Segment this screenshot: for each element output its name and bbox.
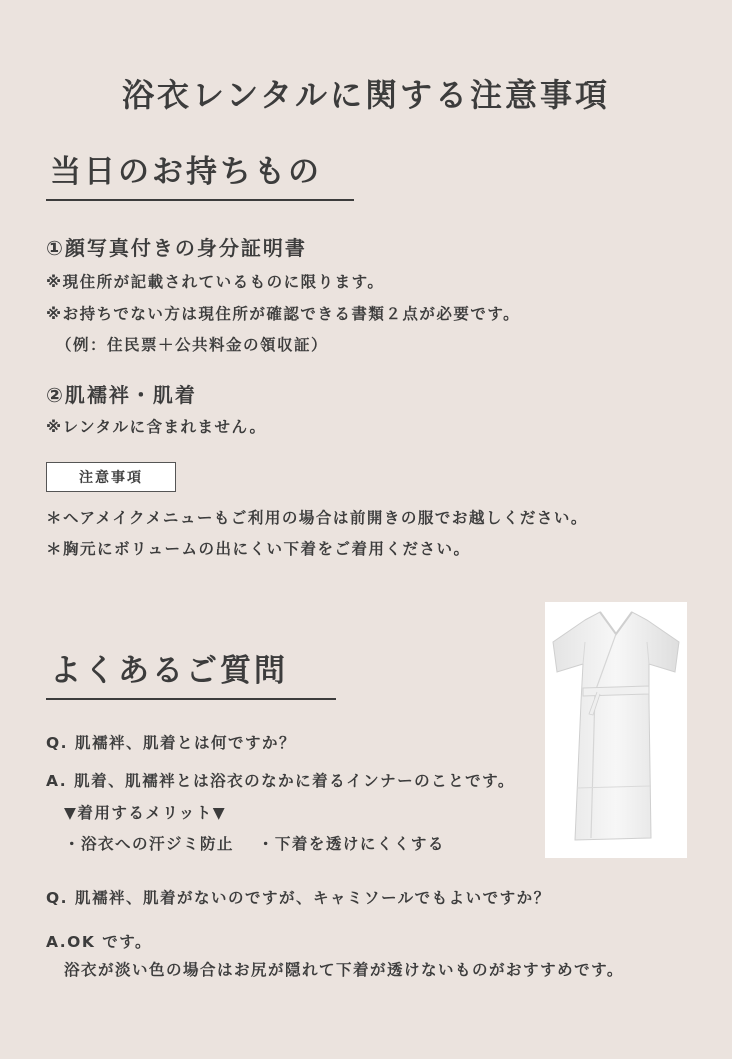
note-line: （例：住民票＋公共料金の領収証） xyxy=(56,336,329,354)
caution-line: ＊胸元にボリュームの出にくい下着をご着用ください。 xyxy=(46,540,471,558)
undergarment-photo-icon xyxy=(545,602,687,858)
faq-answer-detail: 浴衣が淡い色の場合はお尻が隠れて下着が透けないものがおすすめです。 xyxy=(64,961,624,979)
caution-label: 注意事項 xyxy=(46,462,176,492)
faq-answer: A. 肌着、肌襦袢とは浴衣のなかに着るインナーのことです。 xyxy=(46,772,515,790)
item-heading-underwear: ②肌襦袢・肌着 xyxy=(46,383,197,407)
faq-merit-heading: ▼着用するメリット▼ xyxy=(64,804,227,822)
section-heading-belongings: 当日のお持ちもの xyxy=(50,154,322,190)
item-heading-id: ①顔写真付きの身分証明書 xyxy=(46,236,307,260)
note-line: ※お持ちでない方は現住所が確認できる書類２点が必要です。 xyxy=(46,305,521,323)
note-line: ※現住所が記載されているものに限ります。 xyxy=(46,273,385,291)
divider xyxy=(46,698,336,700)
section-heading-faq: よくあるご質問 xyxy=(50,653,288,689)
faq-question: Q. 肌襦袢、肌着とは何ですか？ xyxy=(46,734,296,752)
faq-answer: A.OK です。 xyxy=(46,933,153,951)
note-line: ※レンタルに含まれません。 xyxy=(46,418,267,436)
divider xyxy=(46,199,354,201)
page-title: 浴衣レンタルに関する注意事項 xyxy=(122,76,610,114)
caution-line: ＊ヘアメイクメニューもご利用の場合は前開きの服でお越しください。 xyxy=(46,509,588,527)
faq-question: Q. 肌襦袢、肌着がないのですが、キャミソールでもよいですか？ xyxy=(46,889,551,907)
faq-merits: ・浴衣への汗ジミ防止 ・下着を透けにくくする xyxy=(64,835,445,853)
